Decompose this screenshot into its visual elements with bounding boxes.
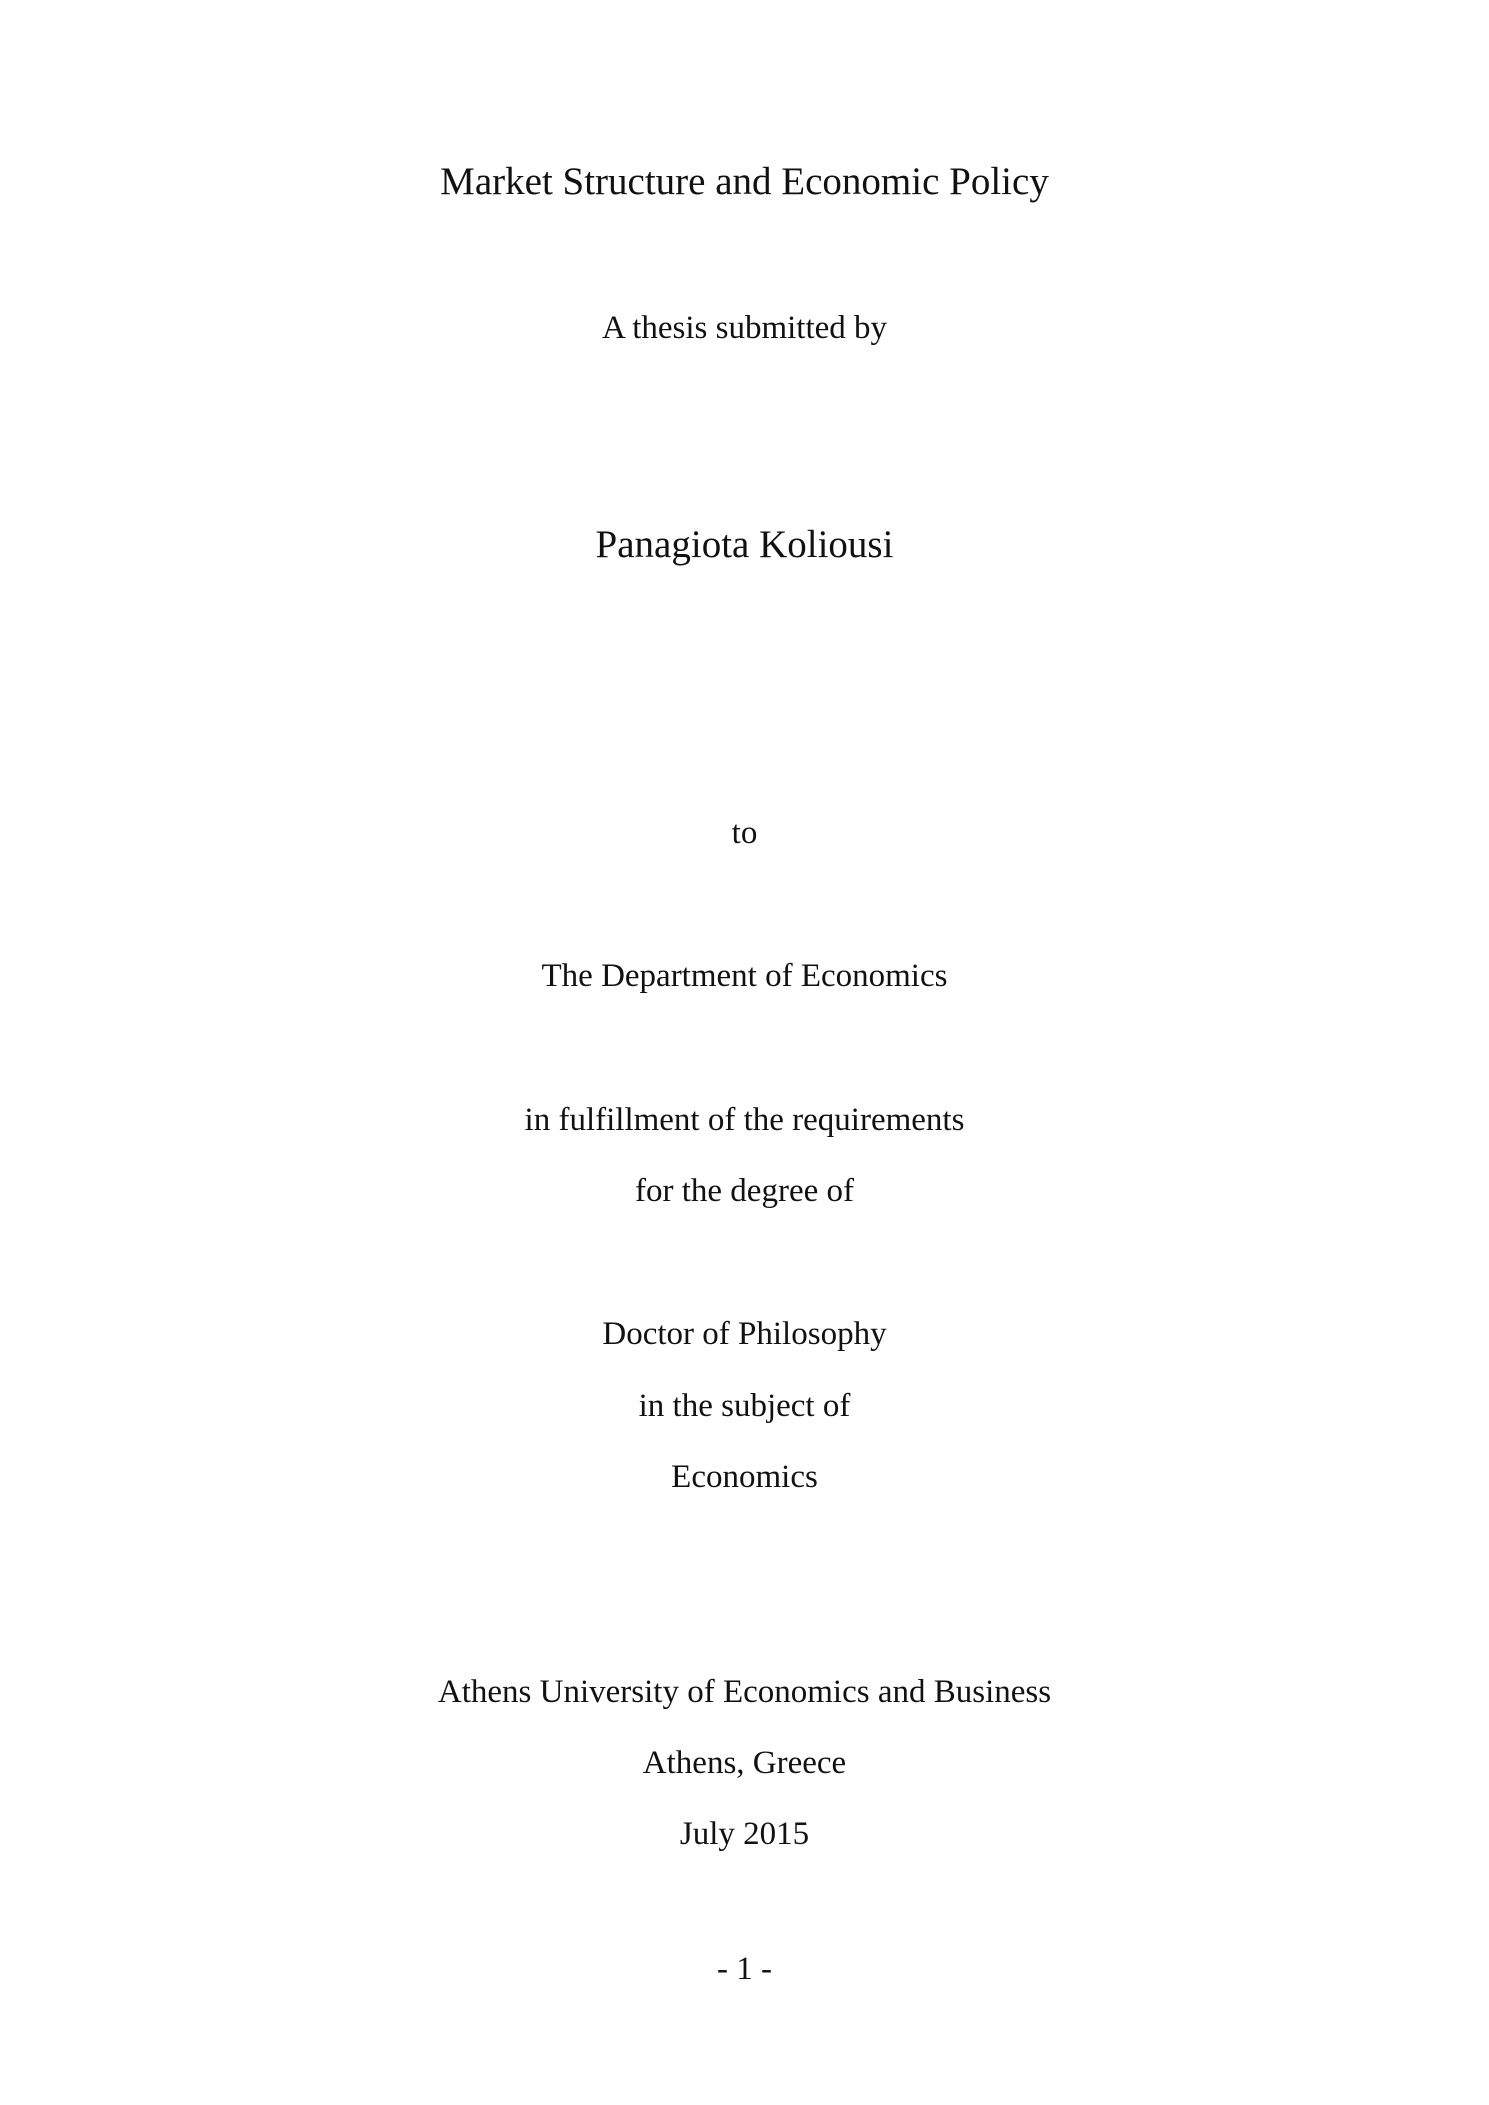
thesis-title: Market Structure and Economic Policy — [440, 160, 1049, 203]
fulfillment-line-2: for the degree of — [635, 1173, 854, 1209]
submission-date: July 2015 — [679, 1816, 810, 1852]
page-number: - 1 - — [717, 1951, 772, 1987]
subject-name: Economics — [671, 1459, 818, 1495]
university-name: Athens University of Economics and Business — [437, 1674, 1052, 1710]
department-name: The Department of Economics — [541, 958, 948, 994]
fulfillment-line-1: in fulfillment of the requirements — [524, 1102, 965, 1138]
submitted-by-text: A thesis submitted by — [601, 310, 888, 346]
author-name: Panagiota Koliousi — [595, 523, 894, 566]
degree-name: Doctor of Philosophy — [602, 1316, 887, 1352]
subject-intro: in the subject of — [638, 1388, 851, 1424]
to-text: to — [731, 815, 758, 851]
location-text: Athens, Greece — [642, 1745, 847, 1781]
